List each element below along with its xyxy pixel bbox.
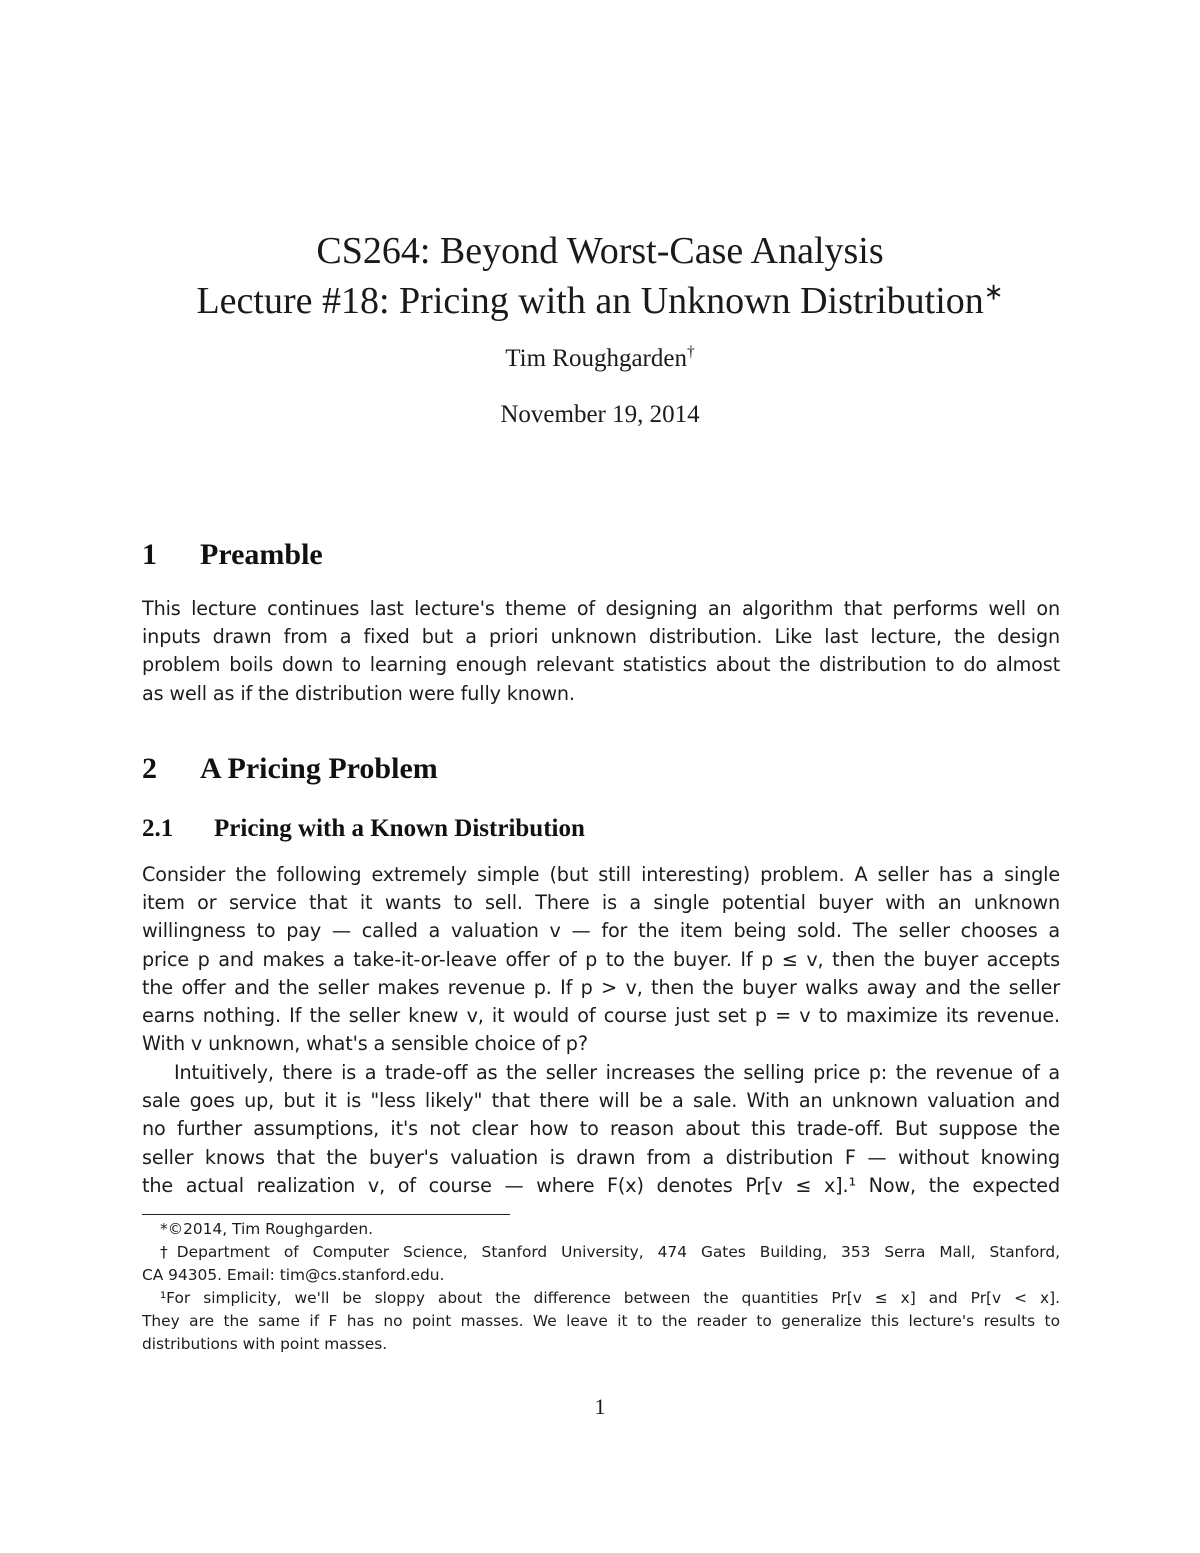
footnote-1-cont: They are the same if F has no point masses. We leave it to the reader to generalize this lecture's results to <box>142 1312 1060 1330</box>
footnote-affiliation-cont: CA 94305. Email: tim@cs.stanford.edu. <box>142 1266 445 1284</box>
section-heading-pricing-problem <box>142 751 438 787</box>
text-line: willingness to pay — called a valuation v — for the item being sold. The seller chooses a <box>142 919 1060 943</box>
footnotes <box>142 1218 1060 1356</box>
subsection-title: Pricing with a Known Distribution <box>214 815 585 842</box>
footnote-affiliation: †Department of Computer Science, Stanford University, 474 Gates Building, 353 Serra Mall, Stanford, <box>160 1243 1060 1261</box>
author <box>0 344 1200 374</box>
course-title: CS264: Beyond Worst-Case Analysis <box>316 230 884 272</box>
date: November 19, 2014 <box>500 401 700 428</box>
pricing-paragraph-2 <box>142 1059 1060 1200</box>
title-block <box>0 226 1200 430</box>
text-line: earns nothing. If the seller knew v, it would of course just set p = v to maximize its revenue. <box>142 1004 1060 1028</box>
text-line: as well as if the distribution were fully known. <box>142 681 575 705</box>
text-line: problem boils down to learning enough relevant statistics about the distribution to do almost <box>142 653 1060 677</box>
text-line: the actual realization v, of course — where F(x) denotes Pr[v ≤ x].¹ Now, the expected <box>142 1173 1060 1197</box>
text-line: sale goes up, but it is "less likely" that there will be a sale. With an unknown valuation and <box>142 1089 1060 1113</box>
text-line: This lecture continues last lecture's theme of designing an algorithm that performs well on <box>142 597 1060 620</box>
pricing-paragraph-1 <box>142 861 1060 1058</box>
subsection-number: 2.1 <box>142 815 174 842</box>
text-line: With v unknown, what's a sensible choice of p? <box>142 1032 588 1056</box>
text-line: Intuitively, there is a trade-off as the seller increases the selling price p: the revenue of a <box>174 1061 1060 1084</box>
section-number: 1 <box>142 538 157 571</box>
section-heading-preamble <box>142 537 323 573</box>
subsection-heading <box>142 814 585 844</box>
preamble-paragraph <box>142 595 1060 708</box>
lecture-title <box>0 276 1200 326</box>
footnote-copyright: *©2014, Tim Roughgarden. <box>160 1220 373 1238</box>
text-line: seller knows that the buyer's valuation is drawn from a distribution F — without knowing <box>142 1145 1060 1169</box>
lecture-title-text: Lecture #18: Pricing with an Unknown Distribution <box>196 280 984 322</box>
text-line: Consider the following extremely simple (but still interesting) problem. A seller has a single <box>142 863 1060 886</box>
author-name: Tim Roughgarden <box>505 345 687 372</box>
text-line: item or service that it wants to sell. There is a single potential buyer with an unknown <box>142 891 1060 915</box>
section-title: Preamble <box>200 538 323 571</box>
section-number: 2 <box>142 752 157 785</box>
footnote-1-end: distributions with point masses. <box>142 1335 388 1353</box>
footnote-1: ¹For simplicity, we'll be sloppy about the difference between the quantities Pr[v ≤ x] and Pr[v < x]. <box>160 1289 1060 1307</box>
footnote-divider <box>142 1214 510 1215</box>
text-line: inputs drawn from a fixed but a priori unknown distribution. Like last lecture, the design <box>142 625 1060 649</box>
text-line: no further assumptions, it's not clear how to reason about this trade-off. But suppose the <box>142 1117 1060 1141</box>
title-footnote-mark: ∗ <box>983 279 1004 306</box>
author-footnote-mark: † <box>686 343 695 361</box>
page-number: 1 <box>594 1394 606 1419</box>
text-line: the offer and the seller makes revenue p. If p > v, then the buyer walks away and the seller <box>142 975 1060 999</box>
text-line: price p and makes a take-it-or-leave offer of p to the buyer. If p ≤ v, then the buyer accepts <box>142 947 1060 971</box>
section-title: A Pricing Problem <box>200 752 438 785</box>
